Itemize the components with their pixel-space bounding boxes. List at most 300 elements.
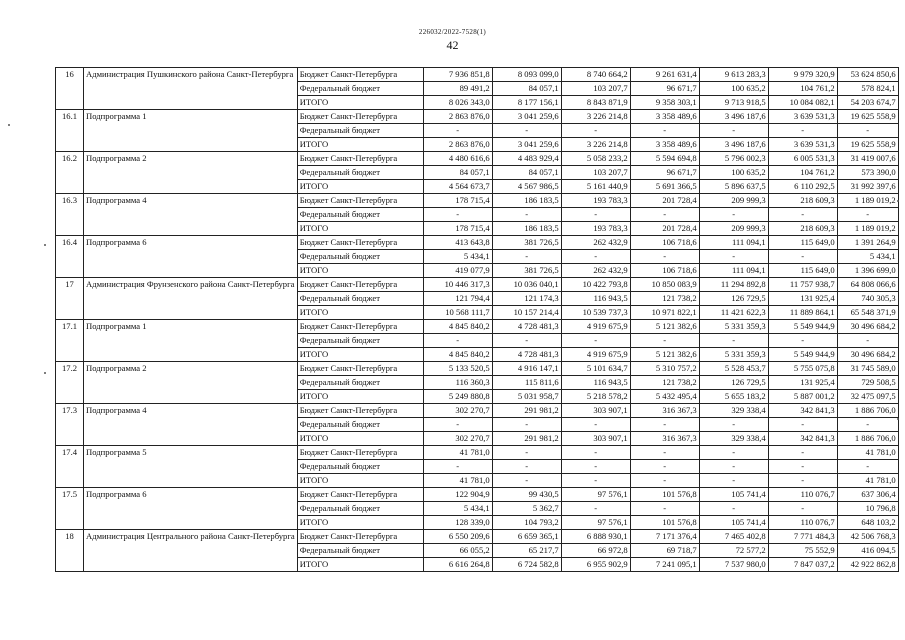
value-cell: 4 567 986,5: [492, 180, 561, 194]
value-cell: 6 955 902,9: [561, 558, 630, 572]
table-row: [56, 236, 899, 250]
value-cell: 9 979 320,9: [768, 68, 837, 82]
value-cell: -: [699, 460, 768, 474]
value-cell: -: [630, 502, 699, 516]
value-cell: -: [768, 502, 837, 516]
value-cell: 75 552,9: [768, 544, 837, 558]
value-cell: 84 057,1: [423, 166, 492, 180]
value-cell: 121 174,3: [492, 292, 561, 306]
budget-source: Федеральный бюджет: [297, 250, 423, 264]
value-cell: 329 338,4: [699, 404, 768, 418]
budget-source: ИТОГО: [297, 390, 423, 404]
value-cell: 106 718,6: [630, 236, 699, 250]
value-cell: 121 738,2: [630, 292, 699, 306]
value-cell: 209 999,3: [699, 194, 768, 208]
row-number: 17.1: [56, 320, 84, 362]
value-cell: 316 367,3: [630, 432, 699, 446]
row-number: 16: [56, 68, 84, 110]
program-name: Подпрограмма 1: [84, 320, 298, 362]
value-cell: 19 625 558,9: [837, 110, 898, 124]
value-cell: -: [630, 334, 699, 348]
budget-source: Федеральный бюджет: [297, 376, 423, 390]
value-cell: 5 796 002,3: [699, 152, 768, 166]
value-cell: 116 360,3: [423, 376, 492, 390]
value-cell: 5 434,1: [837, 250, 898, 264]
value-cell: 9 261 631,4: [630, 68, 699, 82]
value-cell: -: [492, 334, 561, 348]
budget-source: Бюджет Санкт-Петербурга: [297, 278, 423, 292]
row-number: 17.5: [56, 488, 84, 530]
value-cell: 10 971 822,1: [630, 306, 699, 320]
table-row: [56, 68, 899, 82]
value-cell: 5 031 958,7: [492, 390, 561, 404]
value-cell: -: [492, 460, 561, 474]
value-cell: 5 133 520,5: [423, 362, 492, 376]
value-cell: 128 339,0: [423, 516, 492, 530]
value-cell: 6 616 264,8: [423, 558, 492, 572]
program-name: Администрация Фрунзенского района Санкт-Петербурга: [84, 278, 298, 320]
value-cell: 30 496 684,2: [837, 320, 898, 334]
value-cell: 1 886 706,0: [837, 404, 898, 418]
value-cell: 209 999,3: [699, 222, 768, 236]
program-name: Подпрограмма 6: [84, 488, 298, 530]
value-cell: 7 537 980,0: [699, 558, 768, 572]
value-cell: 4 916 147,1: [492, 362, 561, 376]
value-cell: 578 824,1: [837, 82, 898, 96]
program-name: Подпрограмма 1: [84, 110, 298, 152]
value-cell: 65 548 371,9: [837, 306, 898, 320]
budget-source: ИТОГО: [297, 558, 423, 572]
value-cell: 3 496 187,6: [699, 138, 768, 152]
value-cell: 193 783,3: [561, 194, 630, 208]
value-cell: 4 919 675,9: [561, 348, 630, 362]
value-cell: -: [768, 208, 837, 222]
value-cell: 4 564 673,7: [423, 180, 492, 194]
value-cell: 178 715,4: [423, 194, 492, 208]
value-cell: 3 639 531,3: [768, 138, 837, 152]
value-cell: 7 771 484,3: [768, 530, 837, 544]
value-cell: 7 847 037,2: [768, 558, 837, 572]
budget-source: Бюджет Санкт-Петербурга: [297, 362, 423, 376]
value-cell: 6 005 531,3: [768, 152, 837, 166]
value-cell: 5 331 359,3: [699, 348, 768, 362]
value-cell: 5 594 694,8: [630, 152, 699, 166]
value-cell: 115 649,0: [768, 264, 837, 278]
budget-source: ИТОГО: [297, 516, 423, 530]
value-cell: 3 226 214,8: [561, 110, 630, 124]
budget-table-body: [56, 68, 899, 572]
value-cell: -: [561, 124, 630, 138]
value-cell: 10 539 737,3: [561, 306, 630, 320]
value-cell: 648 103,2: [837, 516, 898, 530]
row-number: 17.4: [56, 446, 84, 488]
value-cell: 5 549 944,9: [768, 348, 837, 362]
value-cell: 31 419 007,6: [837, 152, 898, 166]
value-cell: 3 041 259,6: [492, 110, 561, 124]
value-cell: 342 841,3: [768, 404, 837, 418]
value-cell: 302 270,7: [423, 404, 492, 418]
value-cell: 1 886 706,0: [837, 432, 898, 446]
program-name: Подпрограмма 2: [84, 152, 298, 194]
value-cell: 19 625 558,9: [837, 138, 898, 152]
table-row: [56, 152, 899, 166]
value-cell: 5 362,7: [492, 502, 561, 516]
table-row: [56, 362, 899, 376]
value-cell: -: [423, 334, 492, 348]
value-cell: 740 305,3: [837, 292, 898, 306]
value-cell: 6 659 365,1: [492, 530, 561, 544]
value-cell: -: [699, 124, 768, 138]
table-row: [56, 446, 899, 460]
value-cell: -: [492, 418, 561, 432]
value-cell: -: [492, 474, 561, 488]
budget-source: ИТОГО: [297, 264, 423, 278]
budget-source: ИТОГО: [297, 222, 423, 236]
value-cell: -: [768, 250, 837, 264]
value-cell: 3 496 187,6: [699, 110, 768, 124]
margin-mark: [44, 372, 46, 374]
row-number: 17.2: [56, 362, 84, 404]
value-cell: 31 992 397,6: [837, 180, 898, 194]
value-cell: 413 643,8: [423, 236, 492, 250]
value-cell: -: [699, 446, 768, 460]
value-cell: 126 729,5: [699, 292, 768, 306]
value-cell: 7 465 402,8: [699, 530, 768, 544]
margin-mark: [8, 124, 10, 126]
value-cell: 302 270,7: [423, 432, 492, 446]
program-name: Администрация Пушкинского района Санкт-Петербурга: [84, 68, 298, 110]
value-cell: 262 432,9: [561, 264, 630, 278]
value-cell: 8 026 343,0: [423, 96, 492, 110]
budget-source: Бюджет Санкт-Петербурга: [297, 110, 423, 124]
value-cell: -: [630, 474, 699, 488]
value-cell: 5 887 001,2: [768, 390, 837, 404]
value-cell: 5 121 382,6: [630, 320, 699, 334]
value-cell: 4 483 929,4: [492, 152, 561, 166]
value-cell: 416 094,5: [837, 544, 898, 558]
table-row: [56, 488, 899, 502]
value-cell: 5 655 183,2: [699, 390, 768, 404]
value-cell: 116 943,5: [561, 376, 630, 390]
value-cell: 7 171 376,4: [630, 530, 699, 544]
value-cell: 8 093 099,0: [492, 68, 561, 82]
value-cell: 69 718,7: [630, 544, 699, 558]
value-cell: 11 421 622,3: [699, 306, 768, 320]
budget-source: Федеральный бюджет: [297, 502, 423, 516]
value-cell: 5 691 366,5: [630, 180, 699, 194]
value-cell: 53 624 850,6: [837, 68, 898, 82]
value-cell: 116 943,5: [561, 292, 630, 306]
value-cell: 97 576,1: [561, 516, 630, 530]
row-number: 17.3: [56, 404, 84, 446]
value-cell: -: [768, 418, 837, 432]
value-cell: 178 715,4: [423, 222, 492, 236]
value-cell: -: [699, 250, 768, 264]
value-cell: -: [630, 124, 699, 138]
value-cell: 101 576,8: [630, 516, 699, 530]
value-cell: 342 841,3: [768, 432, 837, 446]
value-cell: -: [837, 418, 898, 432]
budget-source: ИТОГО: [297, 432, 423, 446]
budget-source: Бюджет Санкт-Петербурга: [297, 446, 423, 460]
value-cell: 96 671,7: [630, 166, 699, 180]
value-cell: 104 793,2: [492, 516, 561, 530]
value-cell: 193 783,3: [561, 222, 630, 236]
value-cell: 7 241 095,1: [630, 558, 699, 572]
value-cell: 291 981,2: [492, 432, 561, 446]
value-cell: -: [561, 502, 630, 516]
value-cell: 1 189 019,2: [837, 194, 898, 208]
value-cell: -: [630, 208, 699, 222]
value-cell: 110 076,7: [768, 516, 837, 530]
value-cell: 41 781,0: [423, 446, 492, 460]
value-cell: 329 338,4: [699, 432, 768, 446]
value-cell: 64 808 066,6: [837, 278, 898, 292]
value-cell: -: [561, 208, 630, 222]
value-cell: -: [699, 502, 768, 516]
value-cell: 1 396 699,0: [837, 264, 898, 278]
value-cell: 65 217,7: [492, 544, 561, 558]
budget-source: Федеральный бюджет: [297, 208, 423, 222]
value-cell: 42 506 768,3: [837, 530, 898, 544]
value-cell: 218 609,3: [768, 222, 837, 236]
budget-source: Бюджет Санкт-Петербурга: [297, 236, 423, 250]
value-cell: 121 794,4: [423, 292, 492, 306]
value-cell: -: [423, 124, 492, 138]
value-cell: 8 740 664,2: [561, 68, 630, 82]
value-cell: -: [768, 124, 837, 138]
value-cell: 5 528 453,7: [699, 362, 768, 376]
value-cell: 1 391 264,9: [837, 236, 898, 250]
value-cell: -: [837, 124, 898, 138]
value-cell: 100 635,2: [699, 166, 768, 180]
table-row: [56, 530, 899, 544]
value-cell: 5 101 634,7: [561, 362, 630, 376]
value-cell: 103 207,7: [561, 166, 630, 180]
value-cell: 10 036 040,1: [492, 278, 561, 292]
value-cell: -: [561, 250, 630, 264]
value-cell: 5 434,1: [423, 250, 492, 264]
table-row: [56, 320, 899, 334]
value-cell: 30 496 684,2: [837, 348, 898, 362]
value-cell: 4 845 840,2: [423, 348, 492, 362]
value-cell: 41 781,0: [423, 474, 492, 488]
value-cell: -: [768, 334, 837, 348]
value-cell: 303 907,1: [561, 404, 630, 418]
row-number: 16.3: [56, 194, 84, 236]
budget-source: Бюджет Санкт-Петербурга: [297, 152, 423, 166]
value-cell: 186 183,5: [492, 222, 561, 236]
value-cell: 10 446 317,3: [423, 278, 492, 292]
value-cell: 218 609,3: [768, 194, 837, 208]
value-cell: 5 310 757,2: [630, 362, 699, 376]
value-cell: 3 358 489,6: [630, 110, 699, 124]
margin-mark: [897, 200, 899, 202]
program-name: Подпрограмма 6: [84, 236, 298, 278]
value-cell: 105 741,4: [699, 488, 768, 502]
value-cell: 84 057,1: [492, 166, 561, 180]
value-cell: -: [423, 460, 492, 474]
value-cell: 303 907,1: [561, 432, 630, 446]
value-cell: 103 207,7: [561, 82, 630, 96]
value-cell: 201 728,4: [630, 194, 699, 208]
table-row: [56, 194, 899, 208]
value-cell: -: [492, 250, 561, 264]
value-cell: -: [837, 334, 898, 348]
value-cell: 89 491,2: [423, 82, 492, 96]
value-cell: 4 919 675,9: [561, 320, 630, 334]
value-cell: 41 781,0: [837, 446, 898, 460]
value-cell: -: [699, 334, 768, 348]
value-cell: 6 888 930,1: [561, 530, 630, 544]
value-cell: -: [561, 446, 630, 460]
document-id: 226032/2022-7528(1): [418, 28, 487, 36]
value-cell: 381 726,5: [492, 236, 561, 250]
value-cell: -: [837, 208, 898, 222]
value-cell: 2 863 876,0: [423, 110, 492, 124]
value-cell: -: [768, 474, 837, 488]
value-cell: -: [699, 208, 768, 222]
value-cell: 8 177 156,1: [492, 96, 561, 110]
margin-mark: [897, 418, 899, 420]
value-cell: 5 755 075,8: [768, 362, 837, 376]
value-cell: 10 422 793,8: [561, 278, 630, 292]
budget-source: ИТОГО: [297, 138, 423, 152]
value-cell: 111 094,1: [699, 264, 768, 278]
value-cell: 100 635,2: [699, 82, 768, 96]
value-cell: 11 757 938,7: [768, 278, 837, 292]
budget-source: Федеральный бюджет: [297, 418, 423, 432]
value-cell: -: [561, 474, 630, 488]
value-cell: 1 189 019,2: [837, 222, 898, 236]
budget-source: ИТОГО: [297, 306, 423, 320]
value-cell: 5 896 637,5: [699, 180, 768, 194]
value-cell: 4 728 481,3: [492, 320, 561, 334]
page-number: 42: [446, 38, 459, 52]
value-cell: 6 550 209,6: [423, 530, 492, 544]
value-cell: 66 055,2: [423, 544, 492, 558]
value-cell: -: [768, 460, 837, 474]
value-cell: 4 728 481,3: [492, 348, 561, 362]
value-cell: 8 843 871,9: [561, 96, 630, 110]
value-cell: 4 845 840,2: [423, 320, 492, 334]
value-cell: 104 761,2: [768, 82, 837, 96]
value-cell: 5 218 578,2: [561, 390, 630, 404]
value-cell: 66 972,8: [561, 544, 630, 558]
value-cell: 7 936 851,8: [423, 68, 492, 82]
budget-source: Бюджет Санкт-Петербурга: [297, 404, 423, 418]
value-cell: -: [423, 418, 492, 432]
program-name: Администрация Центрального района Санкт-Петербурга: [84, 530, 298, 572]
budget-source: ИТОГО: [297, 96, 423, 110]
program-name: Подпрограмма 4: [84, 404, 298, 446]
value-cell: -: [561, 460, 630, 474]
value-cell: -: [837, 460, 898, 474]
value-cell: 10 157 214,4: [492, 306, 561, 320]
budget-source: Федеральный бюджет: [297, 544, 423, 558]
value-cell: 106 718,6: [630, 264, 699, 278]
value-cell: 5 331 359,3: [699, 320, 768, 334]
value-cell: 126 729,5: [699, 376, 768, 390]
value-cell: 99 430,5: [492, 488, 561, 502]
budget-source: Федеральный бюджет: [297, 82, 423, 96]
value-cell: 11 889 864,1: [768, 306, 837, 320]
value-cell: 3 041 259,6: [492, 138, 561, 152]
value-cell: 10 568 111,7: [423, 306, 492, 320]
value-cell: 262 432,9: [561, 236, 630, 250]
value-cell: 419 077,9: [423, 264, 492, 278]
value-cell: -: [768, 446, 837, 460]
budget-table: [55, 67, 899, 572]
budget-source: Федеральный бюджет: [297, 124, 423, 138]
value-cell: -: [699, 418, 768, 432]
value-cell: 121 738,2: [630, 376, 699, 390]
value-cell: -: [630, 250, 699, 264]
value-cell: 97 576,1: [561, 488, 630, 502]
value-cell: 5 121 382,6: [630, 348, 699, 362]
value-cell: 5 549 944,9: [768, 320, 837, 334]
value-cell: 729 508,5: [837, 376, 898, 390]
budget-source: Бюджет Санкт-Петербурга: [297, 194, 423, 208]
value-cell: 72 577,2: [699, 544, 768, 558]
value-cell: 32 475 097,5: [837, 390, 898, 404]
value-cell: -: [561, 418, 630, 432]
value-cell: 186 183,5: [492, 194, 561, 208]
value-cell: 5 434,1: [423, 502, 492, 516]
value-cell: 201 728,4: [630, 222, 699, 236]
value-cell: 31 745 589,0: [837, 362, 898, 376]
budget-source: Федеральный бюджет: [297, 292, 423, 306]
value-cell: 5 432 495,4: [630, 390, 699, 404]
value-cell: 381 726,5: [492, 264, 561, 278]
value-cell: -: [492, 124, 561, 138]
value-cell: -: [630, 418, 699, 432]
value-cell: 54 203 674,7: [837, 96, 898, 110]
value-cell: 96 671,7: [630, 82, 699, 96]
value-cell: 42 922 862,8: [837, 558, 898, 572]
value-cell: 101 576,8: [630, 488, 699, 502]
table-row: [56, 404, 899, 418]
value-cell: 84 057,1: [492, 82, 561, 96]
value-cell: 637 306,4: [837, 488, 898, 502]
value-cell: 111 094,1: [699, 236, 768, 250]
value-cell: 4 480 616,6: [423, 152, 492, 166]
value-cell: 131 925,4: [768, 376, 837, 390]
value-cell: 5 058 233,2: [561, 152, 630, 166]
value-cell: 131 925,4: [768, 292, 837, 306]
value-cell: 105 741,4: [699, 516, 768, 530]
program-name: Подпрограмма 5: [84, 446, 298, 488]
row-number: 16.2: [56, 152, 84, 194]
margin-mark: [44, 244, 46, 246]
value-cell: 3 639 531,3: [768, 110, 837, 124]
value-cell: 11 294 892,8: [699, 278, 768, 292]
value-cell: 316 367,3: [630, 404, 699, 418]
budget-source: Федеральный бюджет: [297, 334, 423, 348]
value-cell: 5 161 440,9: [561, 180, 630, 194]
budget-source: Бюджет Санкт-Петербурга: [297, 488, 423, 502]
budget-source: Федеральный бюджет: [297, 166, 423, 180]
row-number: 16.1: [56, 110, 84, 152]
value-cell: 6 110 292,5: [768, 180, 837, 194]
table-row: [56, 278, 899, 292]
value-cell: 115 649,0: [768, 236, 837, 250]
value-cell: 6 724 582,8: [492, 558, 561, 572]
value-cell: -: [630, 460, 699, 474]
budget-source: Бюджет Санкт-Петербурга: [297, 530, 423, 544]
row-number: 16.4: [56, 236, 84, 278]
program-name: Подпрограмма 2: [84, 362, 298, 404]
